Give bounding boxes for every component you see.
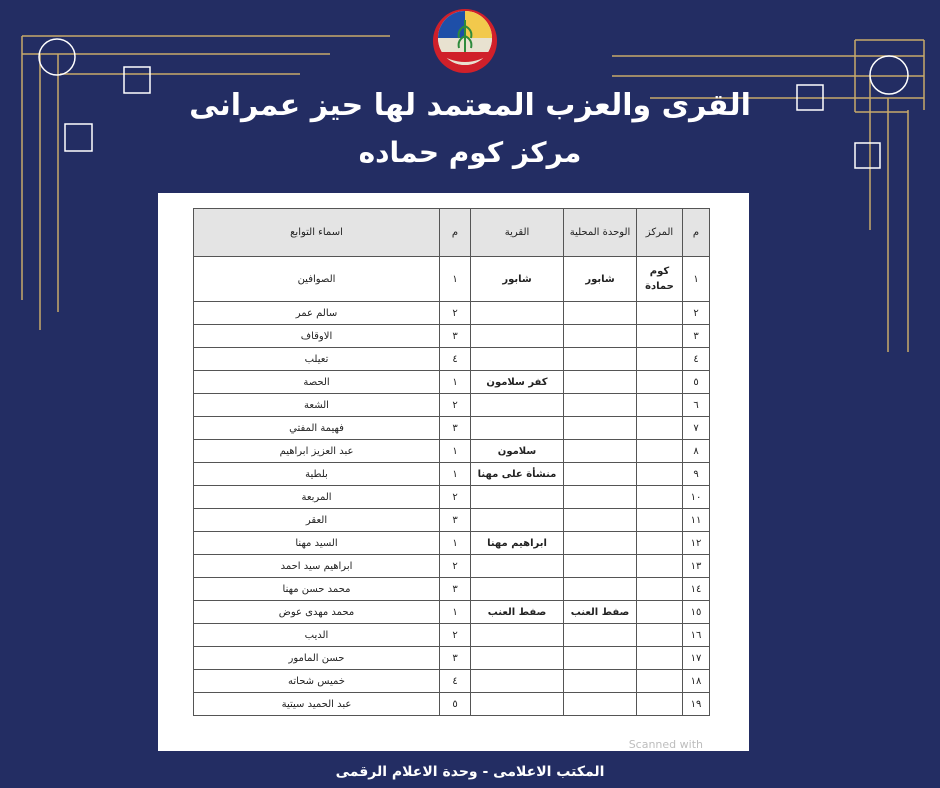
hamlet-name: محمد مهدى عوض — [194, 601, 440, 624]
table-row — [194, 257, 710, 302]
village-cell — [471, 670, 564, 693]
table-row — [194, 693, 710, 716]
village-cell — [471, 394, 564, 417]
village-cell — [471, 555, 564, 578]
table-row — [194, 440, 710, 463]
hamlet-number: ٢ — [440, 302, 471, 325]
hamlet-name: حسن المامور — [194, 647, 440, 670]
header-m: م — [683, 209, 710, 257]
hamlet-number: ٣ — [440, 647, 471, 670]
table-row — [194, 601, 710, 624]
center-cell: كوم حمادة — [637, 257, 683, 302]
hamlet-number: ٢ — [440, 394, 471, 417]
hamlet-name: الاوقاف — [194, 325, 440, 348]
table-row — [194, 394, 710, 417]
village-cell — [471, 647, 564, 670]
row-number: ٣ — [683, 325, 710, 348]
row-number: ١٠ — [683, 486, 710, 509]
hamlet-number: ٥ — [440, 693, 471, 716]
hamlet-name: فهيمة المفتي — [194, 417, 440, 440]
hamlet-name: العقر — [194, 509, 440, 532]
hamlet-name: خميس شحاته — [194, 670, 440, 693]
local-unit-cell — [564, 578, 637, 601]
hamlet-number: ٣ — [440, 325, 471, 348]
local-unit-cell — [564, 509, 637, 532]
table-row — [194, 647, 710, 670]
local-unit-cell — [564, 371, 637, 394]
center-cell — [637, 486, 683, 509]
scanned-document — [158, 193, 749, 751]
row-number: ٨ — [683, 440, 710, 463]
village-cell — [471, 325, 564, 348]
row-number: ١ — [683, 257, 710, 302]
center-cell — [637, 670, 683, 693]
center-cell — [637, 417, 683, 440]
hamlet-number: ٤ — [440, 348, 471, 371]
hamlet-number: ١ — [440, 463, 471, 486]
row-number: ٩ — [683, 463, 710, 486]
village-cell — [471, 348, 564, 371]
governorate-logo — [432, 8, 498, 74]
hamlet-name: تعيلب — [194, 348, 440, 371]
table-row — [194, 670, 710, 693]
village-cell — [471, 486, 564, 509]
row-number: ١١ — [683, 509, 710, 532]
local-unit-cell — [564, 417, 637, 440]
center-cell — [637, 325, 683, 348]
hamlet-number: ١ — [440, 601, 471, 624]
villages-table — [193, 208, 710, 716]
footer-credit: المكتب الاعلامى - وحدة الاعلام الرقمى — [335, 764, 605, 780]
center-cell — [637, 394, 683, 417]
hamlet-number: ٢ — [440, 624, 471, 647]
local-unit-cell — [564, 647, 637, 670]
village-cell — [471, 624, 564, 647]
table-row — [194, 348, 710, 371]
hamlet-number: ٤ — [440, 670, 471, 693]
hamlet-name: سالم عمر — [194, 302, 440, 325]
village-cell — [471, 417, 564, 440]
village-cell: صفط العنب — [471, 601, 564, 624]
local-unit-cell — [564, 486, 637, 509]
row-number: ١٣ — [683, 555, 710, 578]
row-number: ١٦ — [683, 624, 710, 647]
row-number: ١٧ — [683, 647, 710, 670]
page-title: القرى والعزب المعتمد لها حيز عمرانى — [189, 88, 751, 123]
local-unit-cell — [564, 555, 637, 578]
hamlet-name: السيد مهنا — [194, 532, 440, 555]
row-number: ٦ — [683, 394, 710, 417]
center-cell — [637, 647, 683, 670]
row-number: ٥ — [683, 371, 710, 394]
local-unit-cell: شابور — [564, 257, 637, 302]
local-unit-cell: صفط العنب — [564, 601, 637, 624]
center-cell — [637, 463, 683, 486]
header-local-unit: الوحدة المحلية — [564, 209, 637, 257]
hamlet-name: عبد الحميد سيتية — [194, 693, 440, 716]
row-number: ١٩ — [683, 693, 710, 716]
local-unit-cell — [564, 440, 637, 463]
center-cell — [637, 371, 683, 394]
hamlet-name: عبد العزيز ابراهيم — [194, 440, 440, 463]
center-cell — [637, 578, 683, 601]
hamlet-number: ١ — [440, 440, 471, 463]
hamlet-number: ٢ — [440, 486, 471, 509]
center-cell — [637, 348, 683, 371]
center-cell — [637, 440, 683, 463]
table-row — [194, 624, 710, 647]
header-hamlets: اسماء التوابع — [194, 209, 440, 257]
local-unit-cell — [564, 532, 637, 555]
hamlet-number: ١ — [440, 371, 471, 394]
center-cell — [637, 532, 683, 555]
local-unit-cell — [564, 348, 637, 371]
row-number: ٤ — [683, 348, 710, 371]
local-unit-cell — [564, 624, 637, 647]
village-cell — [471, 509, 564, 532]
center-cell — [637, 601, 683, 624]
local-unit-cell — [564, 693, 637, 716]
table-row — [194, 371, 710, 394]
village-cell — [471, 693, 564, 716]
hamlet-name: الصوافين — [194, 257, 440, 302]
table-row — [194, 417, 710, 440]
table-header-row — [194, 209, 710, 257]
local-unit-cell — [564, 325, 637, 348]
table-row — [194, 302, 710, 325]
header-village: القرية — [471, 209, 564, 257]
local-unit-cell — [564, 302, 637, 325]
center-cell — [637, 302, 683, 325]
table-row — [194, 578, 710, 601]
local-unit-cell — [564, 463, 637, 486]
table-row — [194, 509, 710, 532]
hamlet-name: المربعة — [194, 486, 440, 509]
header-m2: م — [440, 209, 471, 257]
hamlet-name: محمد حسن مهنا — [194, 578, 440, 601]
row-number: ١٤ — [683, 578, 710, 601]
village-cell — [471, 302, 564, 325]
village-cell: كفر سلامون — [471, 371, 564, 394]
scan-watermark: Scanned with — [628, 738, 703, 751]
table-row — [194, 555, 710, 578]
village-cell: منشأة على مهنا — [471, 463, 564, 486]
local-unit-cell — [564, 394, 637, 417]
hamlet-number: ١ — [440, 257, 471, 302]
center-cell — [637, 555, 683, 578]
row-number: ٧ — [683, 417, 710, 440]
village-cell: ابراهيم مهنا — [471, 532, 564, 555]
row-number: ١٨ — [683, 670, 710, 693]
hamlet-name: الشعة — [194, 394, 440, 417]
row-number: ١٥ — [683, 601, 710, 624]
row-number: ٢ — [683, 302, 710, 325]
hamlet-name: الحصة — [194, 371, 440, 394]
center-cell — [637, 509, 683, 532]
hamlet-number: ٣ — [440, 578, 471, 601]
page-subtitle: مركز كوم حماده — [358, 136, 582, 169]
row-number: ١٢ — [683, 532, 710, 555]
hamlet-number: ٣ — [440, 417, 471, 440]
center-cell — [637, 693, 683, 716]
table-row — [194, 486, 710, 509]
hamlet-number: ٢ — [440, 555, 471, 578]
hamlet-number: ١ — [440, 532, 471, 555]
local-unit-cell — [564, 670, 637, 693]
hamlet-name: بلطية — [194, 463, 440, 486]
village-cell — [471, 578, 564, 601]
village-cell: شابور — [471, 257, 564, 302]
hamlet-name: ابراهيم سيد احمد — [194, 555, 440, 578]
table-row — [194, 532, 710, 555]
center-cell — [637, 624, 683, 647]
hamlet-name: الديب — [194, 624, 440, 647]
village-cell: سلامون — [471, 440, 564, 463]
header-center: المركز — [637, 209, 683, 257]
hamlet-number: ٣ — [440, 509, 471, 532]
table-row — [194, 325, 710, 348]
table-row — [194, 463, 710, 486]
